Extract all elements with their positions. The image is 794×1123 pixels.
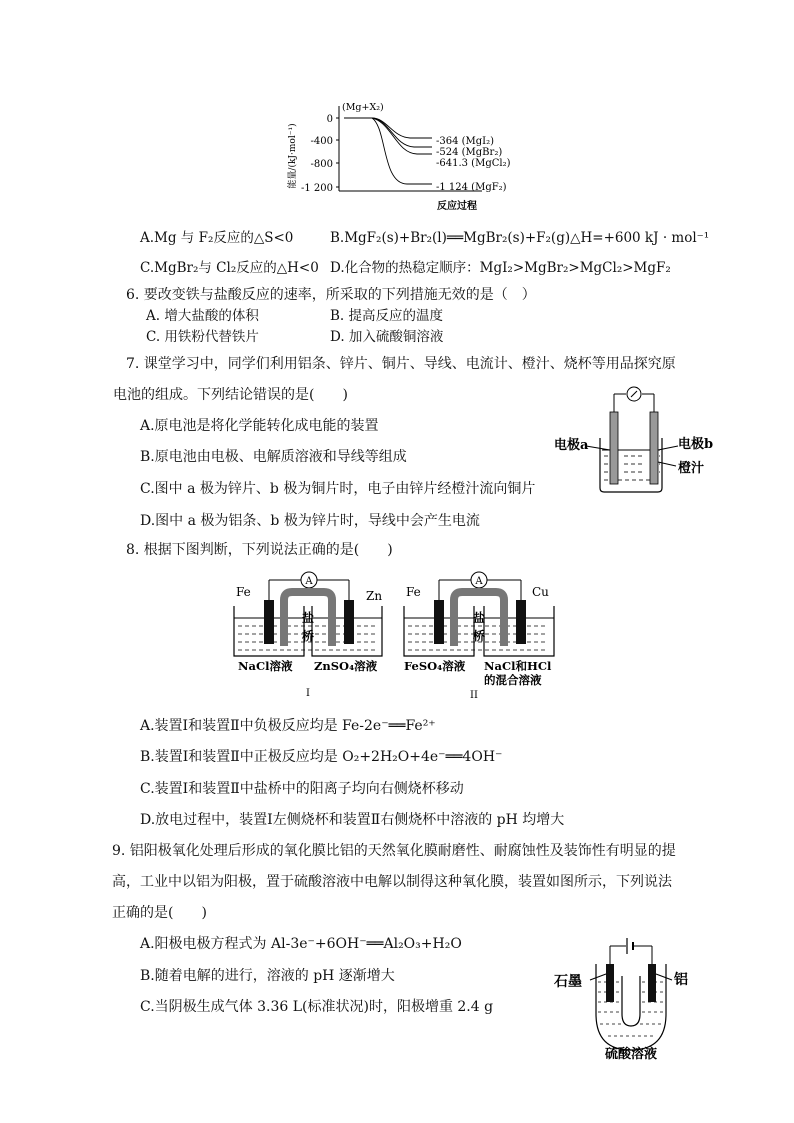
bridge-label-1b: 桥: [301, 629, 315, 643]
electrode-b: [650, 412, 658, 484]
q6-stem: 6. 要改变铁与盐酸反应的速率，所采取的下列措施无效的是（ ）: [126, 287, 536, 303]
q9-stem-line1: 9. 铝阳极氧化处理后形成的氧化膜比铝的天然氧化膜耐磨性、耐腐蚀性及装饰性有明显的提: [112, 843, 676, 859]
level-mgf2: -1 124 (MgF₂): [436, 182, 507, 193]
q5-option-d: D.化合物的热稳定顺序：MgI₂>MgBr₂>MgCl₂>MgF₂: [330, 260, 671, 276]
label-cu-2: Cu: [532, 585, 549, 599]
q7-stem-line2: 电池的组成。下列结论错误的是( ): [113, 387, 348, 403]
ammeter-2-label: A: [475, 576, 483, 587]
bridge-label-1a: 盐: [301, 611, 315, 625]
energy-ylabel: 能量/(kJ·mol⁻¹): [288, 123, 298, 189]
q7-option-d: D.图中 a 极为铝条、b 极为锌片时，导线中会产生电流: [140, 513, 480, 529]
electrode-cu-2: [516, 600, 526, 644]
bridge-label-2a: 盐: [472, 611, 486, 625]
u-tube-inner: [622, 976, 640, 1026]
solution-nacl-hcl-2: 的混合溶液: [484, 673, 542, 687]
label-orange-juice: 橙汁: [678, 461, 705, 476]
curve-mgf2: [372, 118, 432, 184]
label-aluminum: 铝: [674, 972, 688, 988]
label-fe-1: Fe: [236, 585, 251, 599]
label-electrode-a: 电极a: [554, 438, 589, 453]
bridge-label-2b: 桥: [472, 629, 486, 643]
level-mgbr2: -524 (MgBr₂): [436, 147, 503, 158]
q7-option-c: C.图中 a 极为锌片、b 极为铜片时，电子由锌片经橙汁流向铜片: [140, 481, 536, 497]
label-fe-2: Fe: [406, 585, 421, 599]
tick-400: -400: [310, 136, 333, 147]
electrode-zn-1: [344, 600, 354, 644]
solution-nacl: NaCl溶液: [238, 659, 293, 673]
device-2-label: II: [470, 690, 478, 701]
q5-option-c: C.MgBr₂与 Cl₂反应的△H<0: [140, 260, 319, 276]
q8-stem: 8. 根据下图判断，下列说法正确的是( ): [126, 542, 393, 558]
tick-0: 0: [326, 114, 333, 125]
tick-1200: -1 200: [300, 183, 333, 194]
q9-option-b: B.随着电解的进行，溶液的 pH 逐渐增大: [140, 968, 395, 984]
q8-option-a: A.装置Ⅰ和装置Ⅱ中负极反应均是 Fe-2e⁻══Fe²⁺: [140, 718, 436, 734]
salt-bridge-figure: [226, 566, 568, 704]
label-zn-1: Zn: [366, 589, 383, 603]
label-graphite: 石墨: [554, 974, 582, 990]
device-1-label: I: [306, 688, 310, 699]
orange-cell-figure: [548, 386, 724, 498]
q5-option-a: A.Mg 与 F₂反应的△S<0: [140, 230, 294, 246]
level-mgcl2: -641.3 (MgCl₂): [436, 158, 511, 169]
ammeter-1-label: A: [305, 576, 313, 587]
q9-stem-line3: 正确的是( ): [112, 905, 207, 921]
solution-nacl-hcl-1: NaCl和HCl: [484, 659, 552, 673]
q6-option-b: B. 提高反应的温度: [330, 308, 444, 324]
q5-option-b: B.MgF₂(s)+Br₂(l)══MgBr₂(s)+F₂(g)△H=+600 kJ · mol⁻¹: [330, 230, 710, 246]
q8-option-b: B.装置Ⅰ和装置Ⅱ中正极反应均是 O₂+2H₂O+4e⁻══4OH⁻: [140, 749, 503, 765]
tick-800: -800: [310, 159, 333, 170]
level-mgi2: -364 (MgI₂): [436, 136, 495, 147]
device-1: [234, 572, 382, 699]
q9-option-c: C.当阴极生成气体 3.36 L(标准状况)时，阳极增重 2.4 g: [140, 999, 494, 1015]
aluminum-electrode: [648, 964, 656, 1002]
electrode-a: [610, 412, 618, 484]
label-electrode-b: 电极b: [678, 437, 714, 452]
q9-option-a: A.阳极电极方程式为 Al-3e⁻+6OH⁻══Al₂O₃+H₂O: [140, 936, 462, 952]
label-sulfuric-acid: 硫酸溶液: [604, 1047, 658, 1062]
start-label: (Mg+X₂): [342, 102, 384, 113]
device-2: [404, 572, 554, 701]
q6-option-d: D. 加入硫酸铜溶液: [330, 329, 444, 345]
energy-xlabel: 反应过程: [437, 201, 477, 212]
electrolysis-figure: [550, 934, 710, 1064]
q7-stem-line1: 7. 课堂学习中，同学们利用铝条、锌片、铜片、导线、电流计、橙汁、烧杯等用品探究原: [126, 356, 676, 372]
solution-feso4: FeSO₄溶液: [404, 659, 466, 673]
q6-option-a: A. 增大盐酸的体积: [146, 308, 259, 324]
energy-diagram: [282, 98, 552, 216]
q7-option-b: B.原电池由电极、电解质溶液和导线等组成: [140, 449, 407, 465]
graphite-electrode: [606, 964, 614, 1002]
q8-option-c: C.装置Ⅰ和装置Ⅱ中盐桥中的阳离子均向右侧烧杯移动: [140, 781, 464, 797]
q7-option-a: A.原电池是将化学能转化成电能的装置: [140, 418, 379, 434]
q8-option-d: D.放电过程中，装置Ⅰ左侧烧杯和装置Ⅱ右侧烧杯中溶液的 pH 均增大: [140, 812, 565, 828]
electrode-fe-2: [434, 600, 444, 644]
q6-option-c: C. 用铁粉代替铁片: [146, 329, 259, 345]
solution-znso4: ZnSO₄溶液: [314, 659, 378, 673]
q9-stem-line2: 高，工业中以铝为阳极，置于硫酸溶液中电解以制得这种氧化膜，装置如图所示，下列说法: [112, 874, 672, 890]
electrode-fe-1: [264, 600, 274, 644]
